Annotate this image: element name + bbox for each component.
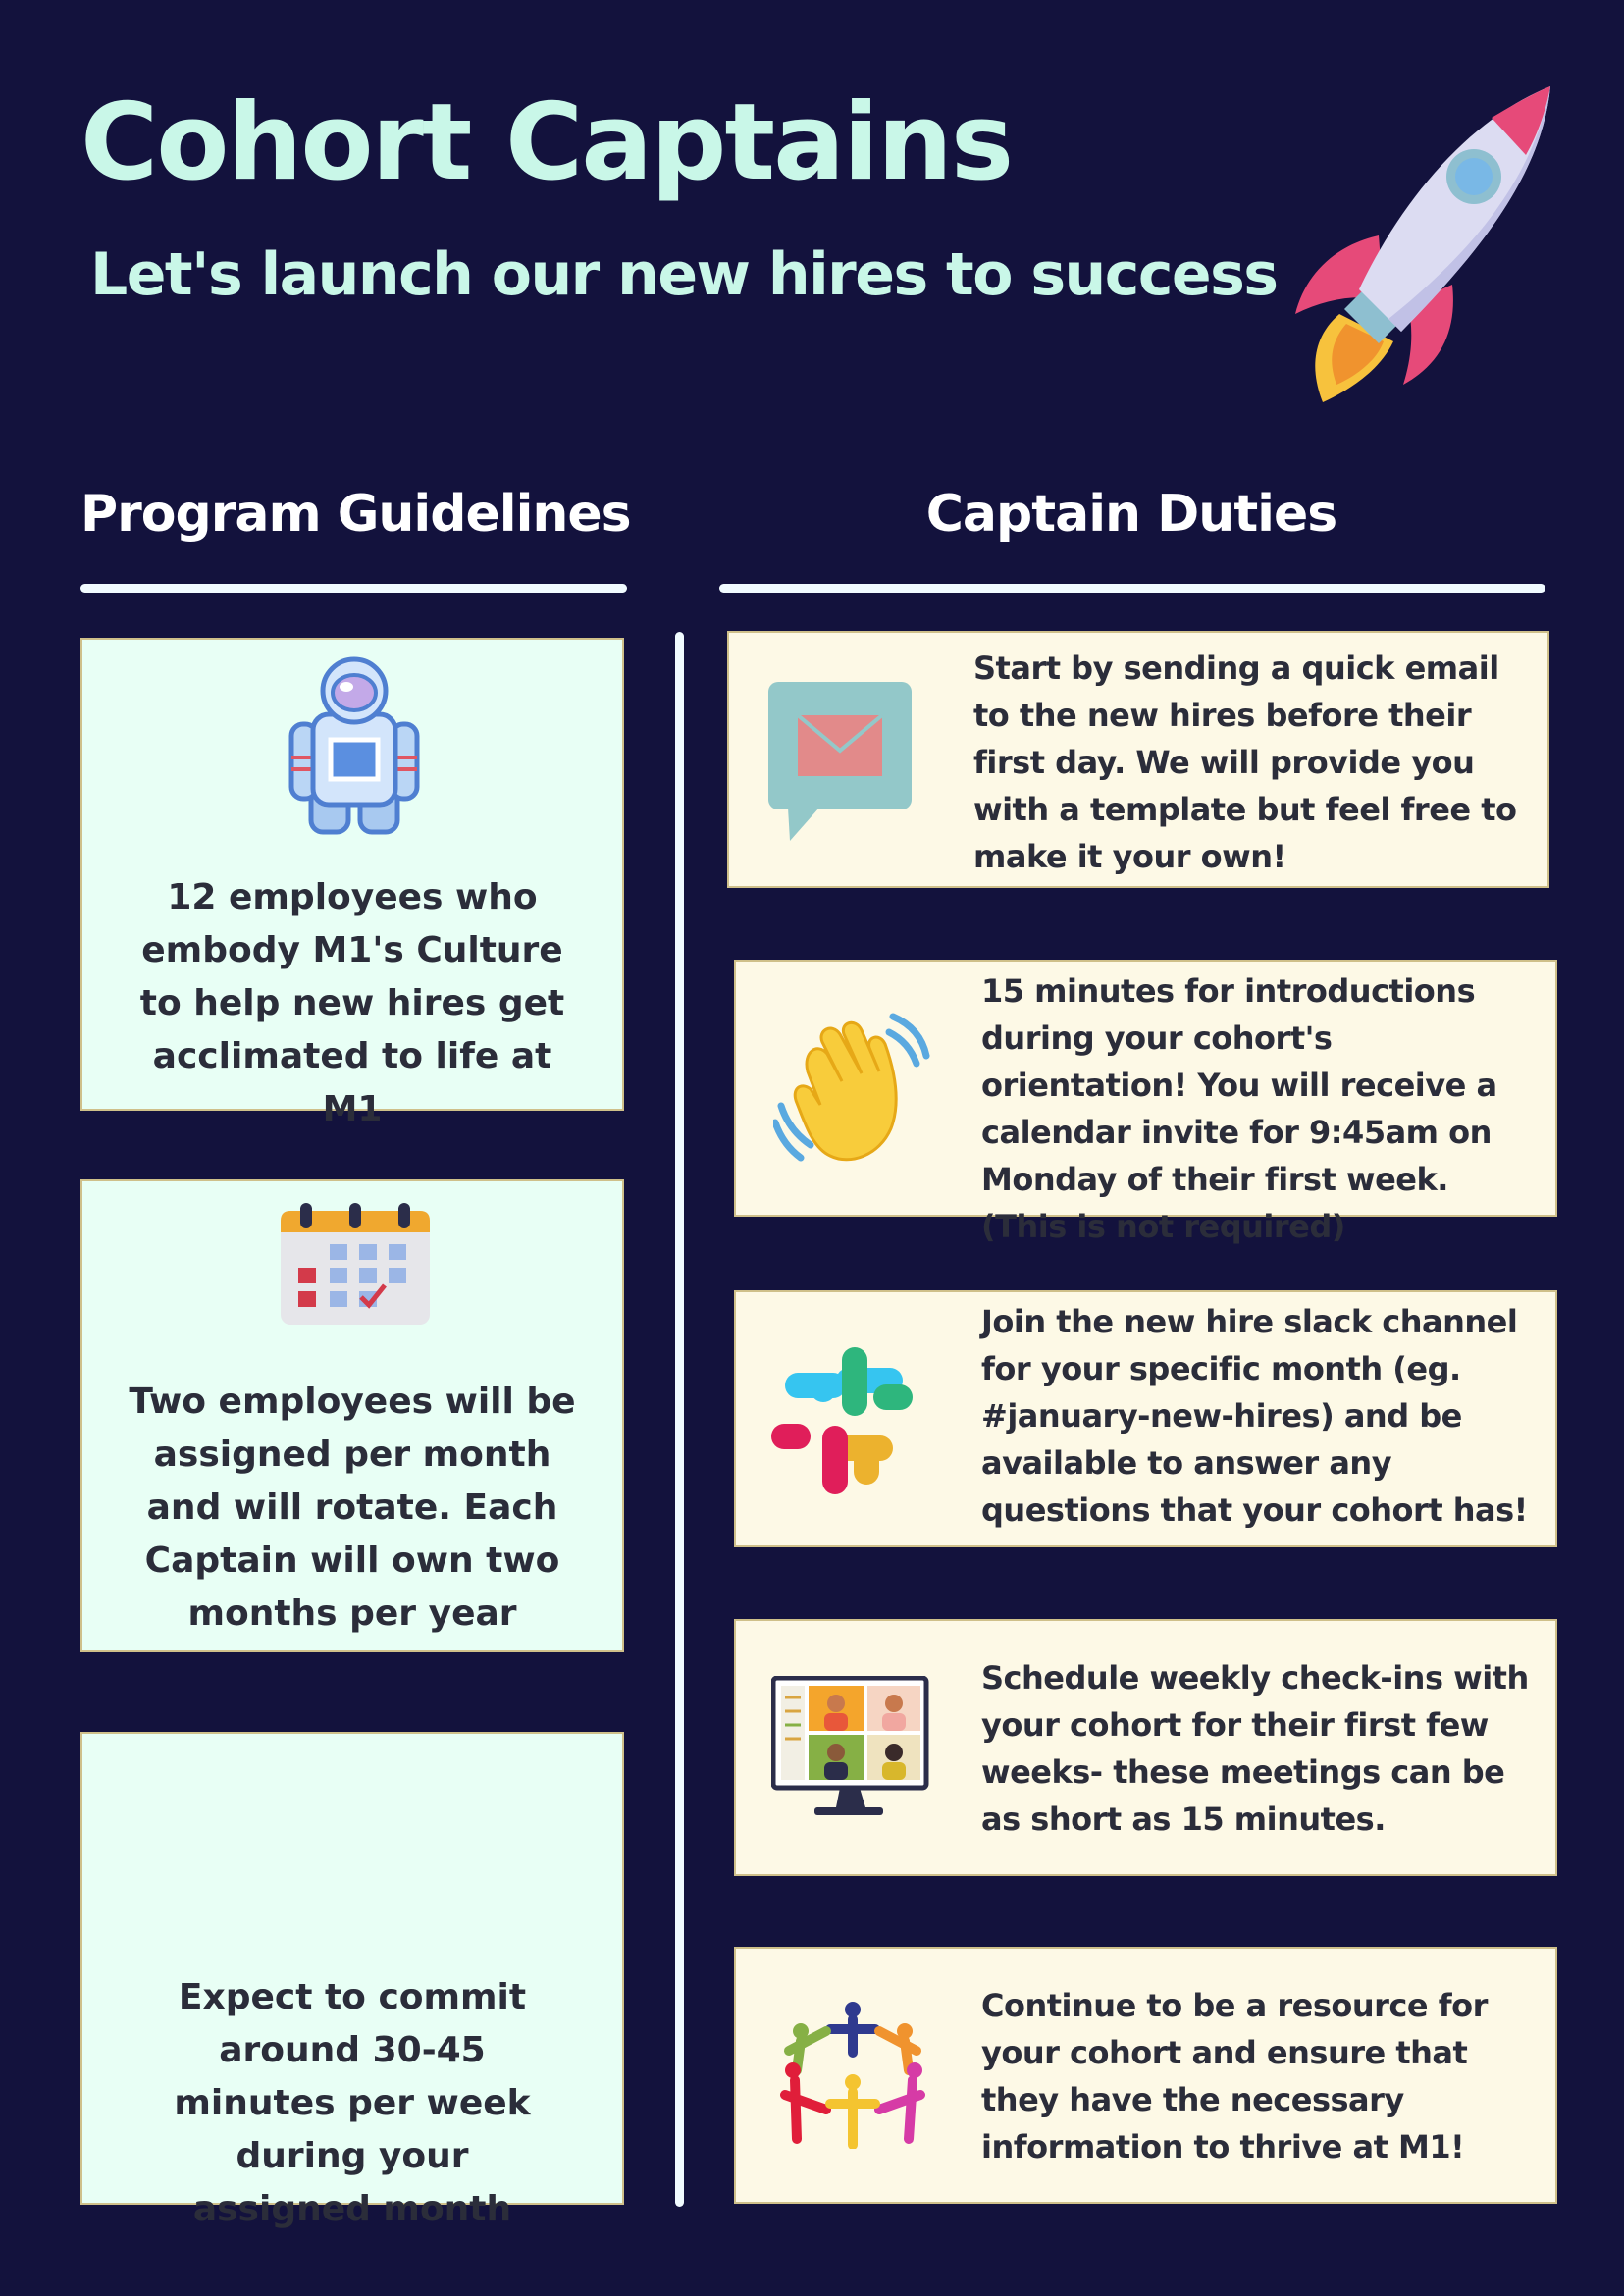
duty-card (727, 631, 1549, 888)
guideline-text: Expect to commit around 30-45 minutes per week during your assigned month (174, 1977, 531, 2229)
duty-text: Start by sending a quick email to the new hires before their first day. We will provide you with a template but feel free to make it your own! (973, 650, 1517, 875)
video-call-icon (771, 1676, 930, 1823)
duty-card (734, 1619, 1557, 1876)
team-circle-icon (779, 2002, 926, 2149)
duty-text: Join the new hire slack channel for your specific month (eg. #january-new-hires) and be available to answer any questions that your cohort has! (981, 1303, 1528, 1529)
column-divider (675, 632, 684, 2207)
guideline-card (80, 1732, 624, 2229)
guideline-card (80, 638, 624, 1129)
calendar-icon (279, 1203, 432, 1327)
email-icon (768, 682, 916, 849)
guideline-text: 12 employees who embody M1's Culture to help new hires get acclimated to life at M1 (139, 877, 565, 1129)
guideline-card (80, 1179, 624, 1652)
guideline-text: Two employees will be assigned per month and will rotate. Each Captain will own two months per year (129, 1382, 576, 1634)
duty-text: Continue to be a resource for your cohort and ensure that they have the necessary information to thrive at M1! (981, 1987, 1488, 2166)
duty-card (734, 1290, 1557, 1547)
rocket-icon (1285, 78, 1580, 412)
astronaut-icon (286, 655, 423, 840)
waving-hand-icon (773, 1013, 930, 1170)
page-title: Cohort Captains (80, 81, 1013, 204)
program-guidelines-heading: Program Guidelines (80, 485, 631, 544)
page-subtitle: Let's launch our new hires to success (90, 240, 1278, 309)
duty-card (734, 960, 1557, 1245)
left-divider (80, 584, 627, 593)
duty-text: Schedule weekly check-ins with your cohort for their first few weeks- these meetings can be as short as 15 minutes. (981, 1659, 1529, 1838)
right-divider (719, 584, 1545, 593)
captain-duties-heading: Captain Duties (925, 485, 1337, 544)
slack-icon (771, 1347, 918, 1494)
duty-card (734, 1947, 1557, 2204)
duty-text: 15 minutes for introductions during your cohort's orientation! You will receive a calendar invite for 9:45am on Monday of their first week. (This is not required) (981, 972, 1497, 1245)
